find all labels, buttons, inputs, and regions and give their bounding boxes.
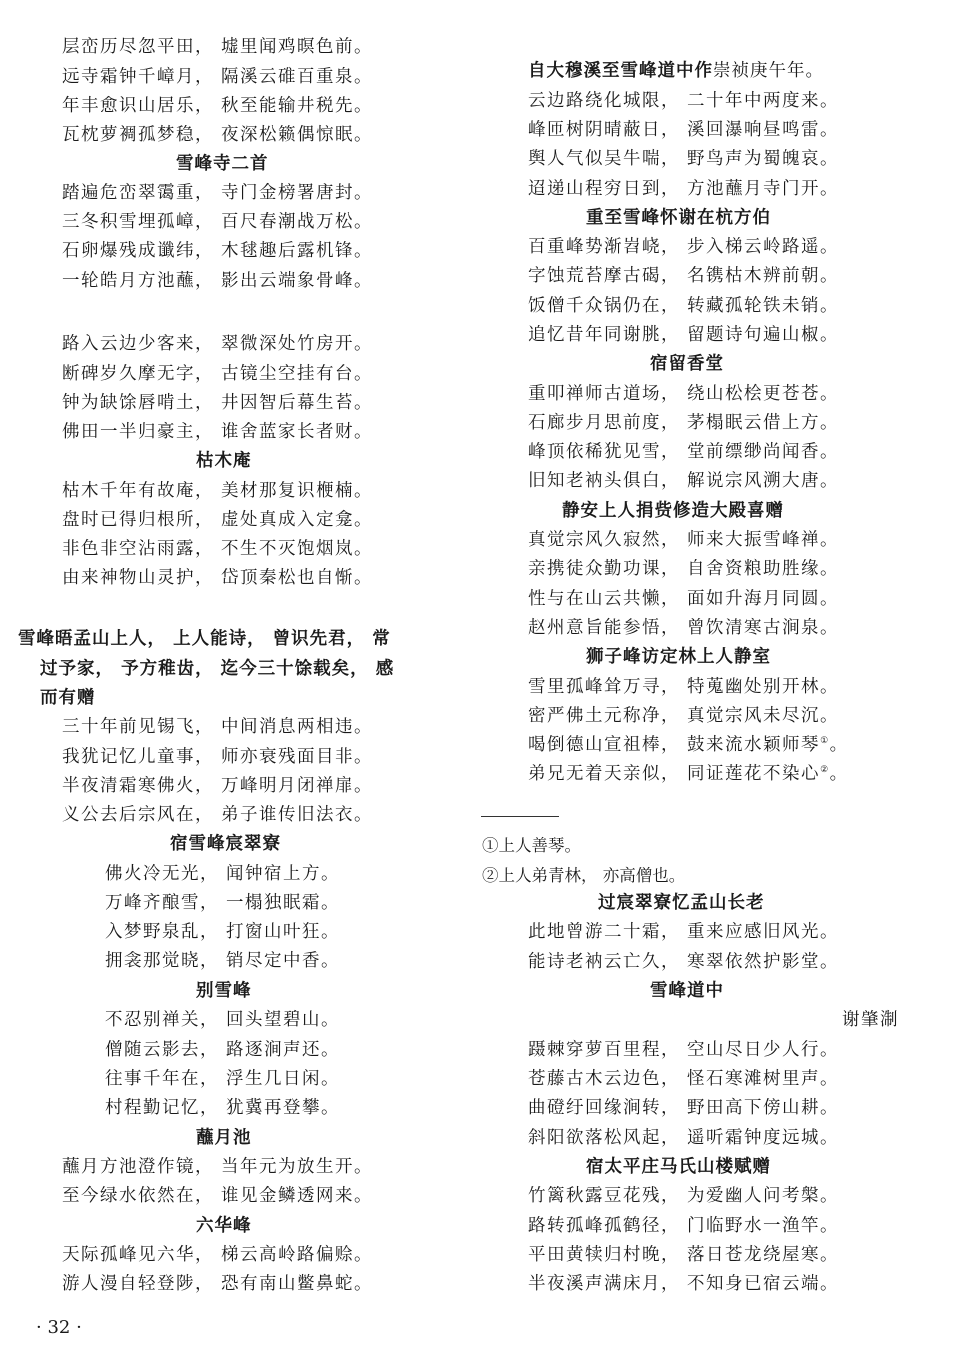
poem-line: 石卵爆残成谶纬， 木毬趣后露机锋。 [62,241,374,261]
poem-line: 层峦历尽忽平田， 墟里闻鸡暝色前。 [62,37,374,57]
poem-line: 峰顶依稀犹见雪， 堂前缥缈尚闻香。 [528,442,840,462]
footnote: ②上人弟青林， 亦高僧也。 [482,866,686,885]
poem-title: 宿留香堂 [650,354,724,374]
footnote-marker: ① [820,736,830,747]
poem-title [528,61,824,81]
page-number: · 32 · [36,1317,82,1338]
poem-line: 枯木千年有故庵， 美材那复识楩楠。 [62,481,374,501]
poem-line: 性与在山云共懒， 面如升海月同圆。 [528,589,840,609]
poem-line: 至今绿水依然在， 谁见金鳞透网来。 [62,1186,374,1206]
poem-title: 而有赠 [40,688,96,708]
poem-title: 别雪峰 [196,981,252,1001]
poem-line: 万峰齐酿雪， 一榻独眠霜。 [105,893,341,913]
poem-line: 石廊步月思前度， 茅榻眠云借上方。 [528,413,840,433]
poem-line: 竹篱秋露豆花残， 为爱幽人问考槃。 [528,1186,840,1206]
poem-title: 静安上人捐赀修造大殿喜赠 [562,501,784,521]
poem-line: 义公去后宗风在， 弟子谁传旧法衣。 [62,805,374,825]
poem-line: 年丰愈识山居乐， 秋至能输井税先。 [62,96,374,116]
poem-line: 钟为缺馀唇啃土， 井因智后幕生苔。 [62,393,374,413]
poem-line: 断碑岁久摩无字， 古镜尘空挂有台。 [62,364,374,384]
poem-line [528,764,849,784]
poem-line: 亲携徒众勤功课， 自舍资粮助胜缘。 [528,559,840,579]
poem-line [528,735,849,755]
poem-line: 佛火冷无光， 闻钟宿上方。 [105,864,341,884]
poem-title: 蘸月池 [196,1128,252,1148]
poem-title: 枯木庵 [196,451,252,471]
poem-line: 入梦野泉乱， 打窗山叶狂。 [105,922,341,942]
poem-title: 过予家， 予方稚齿， 迄今三十馀载矣， 感 [40,659,395,679]
poem-title: 过宸翠寮忆孟山长老 [598,893,765,913]
poem-line: 蹑棘穿萝百里程， 空山尽日少人行。 [528,1040,840,1060]
footnote: ①上人善琴。 [482,836,581,855]
poem-line: 路入云边少客来， 翠微深处竹房开。 [62,334,374,354]
poem-line: 此地曾游二十霜， 重来应感旧风光。 [528,922,840,942]
poem-author: 谢肇淛 [842,1010,899,1030]
poem-line: 拥衾那觉晓， 销尽定中香。 [105,951,341,971]
poem-title: 重至雪峰怀谢在杭方伯 [586,208,771,228]
poem-line: 真觉宗风久寂然， 师来大振雪峰禅。 [528,530,840,550]
title-note: 崇祯庚午年。 [713,61,824,81]
poem-line: 赵州意旨能参悟， 曾饮清寒古涧泉。 [528,618,840,638]
poem-title: 雪峰道中 [650,981,724,1001]
poem-line: 僧随云影去， 路逐涧声还。 [105,1040,341,1060]
poem-line: 由来神物山灵护， 岱顶秦松也自惭。 [62,568,374,588]
poem-title: 狮子峰访定林上人静室 [586,647,771,667]
poem-line: 密严佛土元称净， 真觉宗风未尽沉。 [528,706,840,726]
poem-line: 一轮皓月方池蘸， 影出云端象骨峰。 [62,271,374,291]
poem-line: 游人漫自轻登陟， 恐有南山鳖鼻蛇。 [62,1274,374,1294]
poem-line-end: 。 [829,764,849,784]
poem-title: 雪峰晤孟山上人， 上人能诗， 曾识先君， 常 [18,629,391,649]
poem-line: 三十年前见锡飞， 中间消息两相违。 [62,717,374,737]
poem-line: 村程勤记忆， 犹冀再登攀。 [105,1098,341,1118]
poem-line-end: 。 [829,735,849,755]
poem-line: 佛田一半归豪主， 谁舍蓝家长者财。 [62,422,374,442]
poem-line: 踏遍危峦翠霭重， 寺门金榜署唐封。 [62,183,374,203]
poem-title-text: 自大穆溪至雪峰道中作 [528,61,713,81]
poem-line: 平田黄犊归村晚， 落日苍龙绕屋寒。 [528,1245,840,1265]
poem-line: 远寺霜钟千嶂月， 隔溪云碓百重泉。 [62,67,374,87]
poem-line: 我犹记忆儿童事， 师亦衰残面目非。 [62,747,374,767]
poem-line-text: 弟兄无着天亲似， 同证莲花不染心 [528,764,821,784]
poem-line: 蘸月方池澄作镜， 当年元为放生开。 [62,1157,374,1177]
poem-line: 舆人气似吴牛喘， 野鸟声为蜀魄哀。 [528,149,840,169]
poem-title: 六华峰 [196,1216,252,1236]
poem-line: 盘时已得归根所， 虚处真成入定龛。 [62,510,374,530]
poem-line: 曲磴纡回缘涧转， 野田高下傍山耕。 [528,1098,840,1118]
poem-line: 峰匝树阴晴蔽日， 溪回瀑响昼鸣雷。 [528,120,840,140]
poem-line: 往事千年在， 浮生几日闲。 [105,1069,341,1089]
poem-line: 半夜溪声满床月， 不知身已宿云端。 [528,1274,840,1294]
poem-line: 路转孤峰孤鹤径， 门临野水一渔竿。 [528,1216,840,1236]
poem-line: 迢递山程穷日到， 方池蘸月寺门开。 [528,179,840,199]
poem-line: 不忍别禅关， 回头望碧山。 [105,1010,341,1030]
footnote-divider [481,816,559,817]
poem-line: 苍藤古木云边色， 怪石寒滩树里声。 [528,1069,840,1089]
poem-line: 天际孤峰见六华， 梯云高岭路偏赊。 [62,1245,374,1265]
poem-line: 能诗老衲云亡久， 寒翠依然护影堂。 [528,952,840,972]
poem-line: 半夜清霜寒佛火， 万峰明月闭禅扉。 [62,776,374,796]
poem-line: 饭僧千众锅仍在， 转藏孤轮铁未销。 [528,296,840,316]
poem-line: 云边路绕化城限， 二十年中两度来。 [528,91,840,111]
poem-line: 非色非空沾雨露， 不生不灭饱烟岚。 [62,539,374,559]
poem-title: 宿太平庄马氏山楼赋赠 [586,1157,771,1177]
poem-line: 三冬积雪埋孤嶂， 百尺春潮战万松。 [62,212,374,232]
poem-line: 百重峰势渐岧峣， 步入梯云岭路遥。 [528,237,840,257]
footnote-marker: ② [820,765,830,776]
poem-line: 字蚀荒苔摩古碣， 名镌枯木辨前朝。 [528,266,840,286]
poem-line: 追忆昔年同谢朓， 留题诗句遍山椒。 [528,325,840,345]
poem-title: 雪峰寺二首 [176,154,269,174]
poem-line: 雪里孤峰耸万寻， 特蒐幽处别开林。 [528,677,840,697]
poem-line: 斜阳欲落松风起， 遥听霜钟度远城。 [528,1128,840,1148]
poem-line: 重叩禅师古道场， 绕山松桧更苍苍。 [528,384,840,404]
poem-line: 瓦枕萝裯孤梦稳， 夜深松籁偶惊眠。 [62,125,374,145]
poem-line: 旧知老衲头俱白， 解说宗风溯大唐。 [528,471,840,491]
poem-title: 宿雪峰宸翠寮 [170,834,281,854]
poem-line-text: 喝倒德山宣祖棒， 鼓来流水颖师琴 [528,735,821,755]
